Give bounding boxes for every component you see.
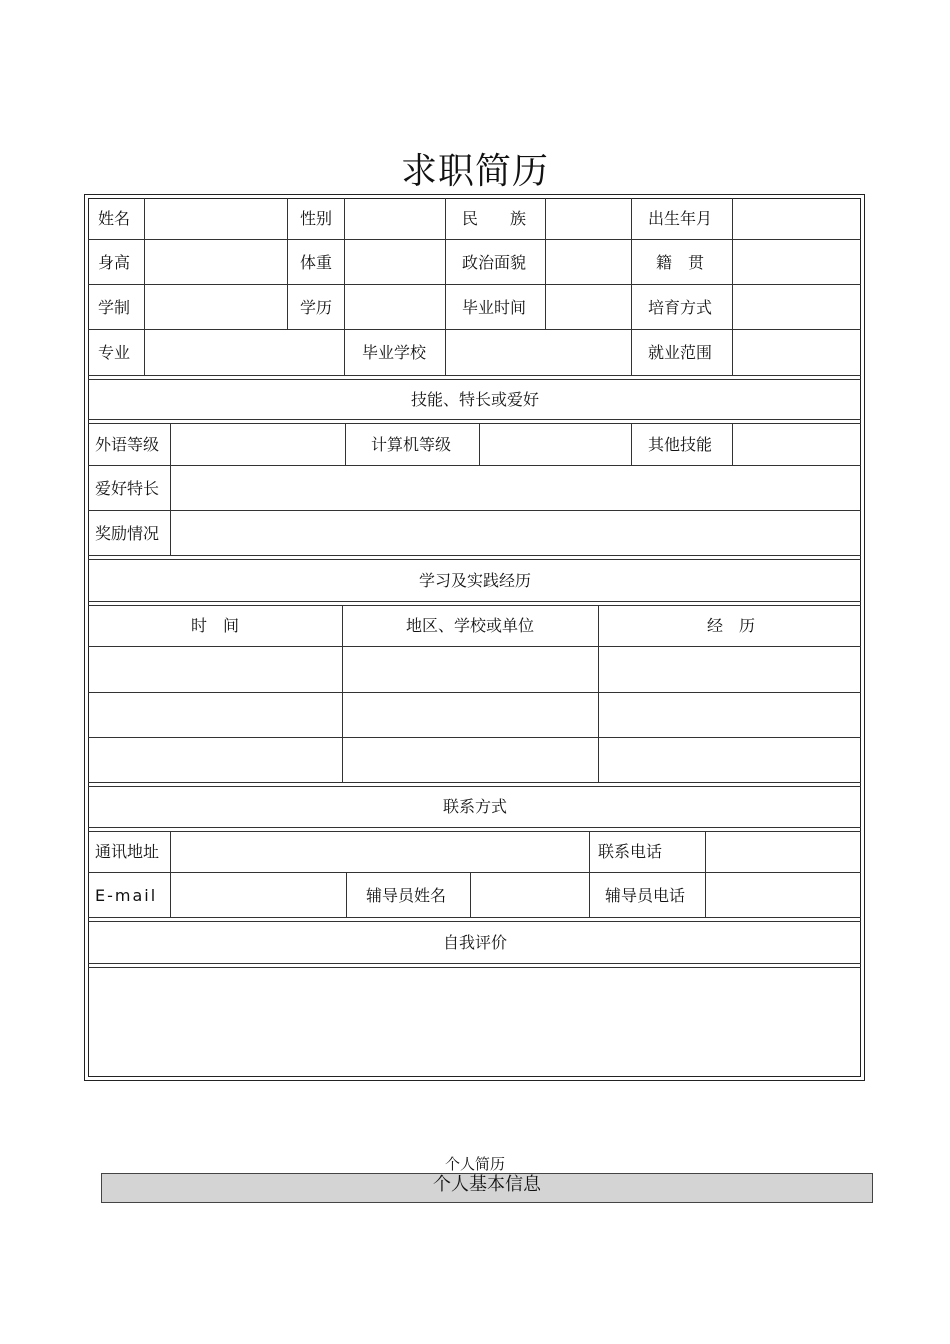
label-weight: 体重 — [300, 253, 333, 272]
label-computer: 计算机等级 — [371, 435, 452, 454]
label-political: 政治面貌 — [462, 253, 527, 272]
label-training: 培育方式 — [648, 298, 713, 317]
label-counselor-name: 辅导员姓名 — [366, 886, 447, 905]
label-email: E-mail — [95, 886, 158, 905]
label-language: 外语等级 — [95, 435, 160, 454]
column-header-experience: 经 历 — [706, 616, 756, 635]
label-name: 姓名 — [98, 209, 131, 228]
label-grad-time: 毕业时间 — [462, 298, 527, 317]
label-height: 身高 — [98, 253, 131, 272]
column-header-time: 时 间 — [190, 616, 240, 635]
label-school: 毕业学校 — [362, 343, 427, 362]
section-header-experience: 学习及实践经历 — [418, 571, 532, 590]
section-bar-basic-info: 个人基本信息 — [101, 1173, 873, 1203]
label-ethnicity: 民 族 — [462, 209, 527, 228]
section-header-contact: 联系方式 — [442, 797, 508, 816]
label-address: 通讯地址 — [95, 842, 160, 861]
label-employment: 就业范围 — [648, 343, 713, 362]
label-phone: 联系电话 — [598, 842, 663, 861]
section-header-self-eval: 自我评价 — [442, 933, 508, 952]
label-education: 学历 — [300, 298, 333, 317]
label-counselor-phone: 辅导员电话 — [605, 886, 686, 905]
footer-title: 个人简历 — [444, 1155, 505, 1173]
label-gender: 性别 — [300, 209, 333, 228]
label-native: 籍 贯 — [656, 253, 705, 272]
label-other-skills: 其他技能 — [648, 435, 713, 454]
label-awards: 奖励情况 — [95, 524, 160, 543]
label-birth: 出生年月 — [648, 209, 713, 228]
label-major: 专业 — [98, 343, 131, 362]
label-schooling: 学制 — [98, 298, 131, 317]
label-hobbies: 爱好特长 — [95, 479, 160, 498]
page-title: 求职简历 — [400, 151, 549, 192]
section-header-skills: 技能、特长或爱好 — [410, 390, 540, 409]
column-header-place: 地区、学校或单位 — [405, 616, 535, 635]
